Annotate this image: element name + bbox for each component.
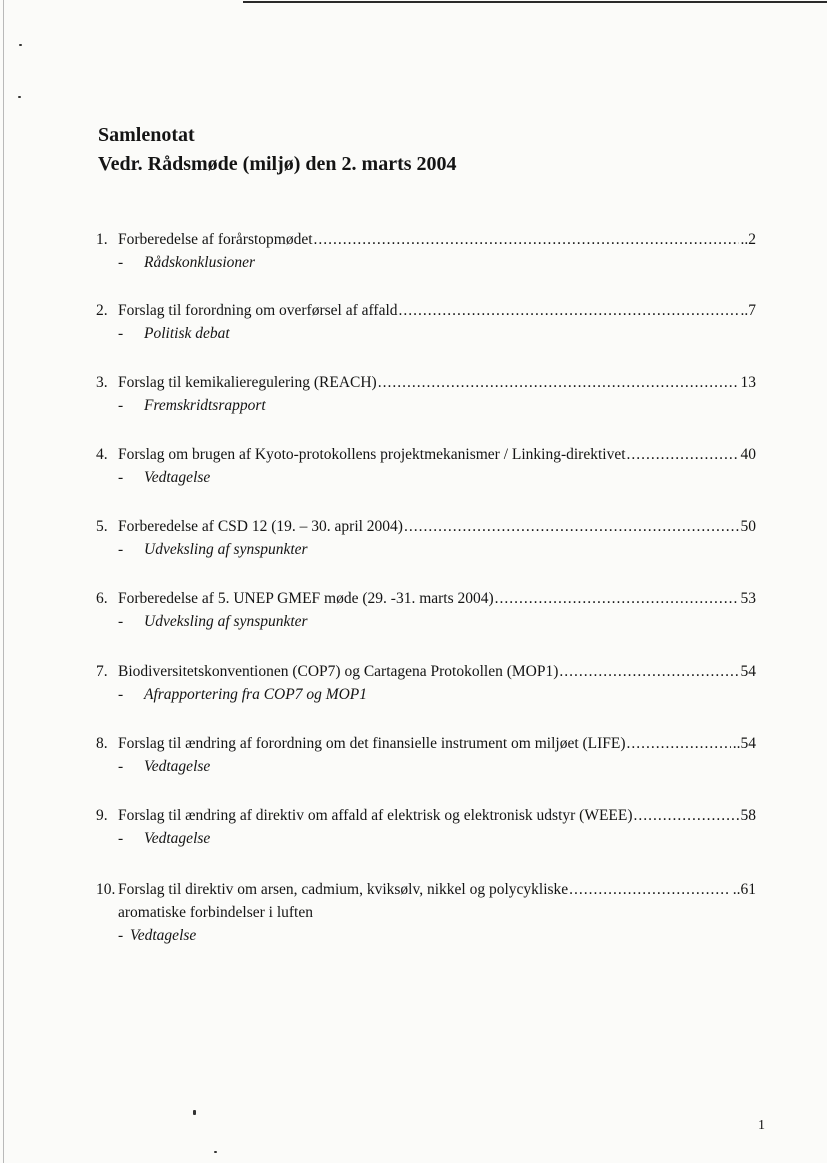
toc-item-sub: Udveksling af synspunkter (144, 541, 308, 558)
toc-item-number: 5. (96, 518, 108, 535)
toc-item-text: Forberedelse af 5. UNEP GMEF møde (29. -31. marts 2004) (118, 590, 494, 607)
toc-item-number: 10. (96, 881, 116, 898)
toc-item: 4. Forslag om brugen af Kyoto-protokollens projektmekanismer / Linking-direktivet ..... 40 - Vedtagelse (96, 443, 756, 489)
scan-speck (193, 1110, 196, 1115)
leader-dots (495, 587, 739, 610)
toc-item-text: Forslag til forordning om overførsel af affald (118, 302, 398, 319)
toc-item: 6. Forberedelse af 5. UNEP GMEF møde (29. -31. marts 2004) ..... 53 - Udveksling af synspunkter (96, 587, 756, 633)
leader-dots (399, 299, 739, 322)
toc-item-sub: Rådskonklusioner (144, 254, 256, 271)
toc-item-page: ..54 (732, 735, 756, 752)
scan-speck (18, 96, 21, 98)
toc-item-number: 2. (96, 302, 108, 319)
toc-item-text: Forslag til ændring af direktiv om affald af elektrisk og elektronisk udstyr (WEEE) (118, 807, 633, 824)
toc-item-text: Forslag til ændring af forordning om det finansielle instrument om miljøet (LIFE) (118, 735, 626, 752)
page-number: 1 (758, 1118, 765, 1133)
top-scan-rule (243, 1, 827, 3)
toc-item-number: 7. (96, 663, 108, 680)
toc-item-number: 4. (96, 446, 108, 463)
toc-item-text: Forberedelse af forårstopmødet (118, 231, 313, 248)
toc-item-sub: Afrapportering fra COP7 og MOP1 (144, 686, 368, 703)
toc-item-page: 58 (740, 807, 756, 824)
leader-dots (569, 878, 731, 901)
toc-item: 5. Forberedelse af CSD 12 (19. – 30. april 2004) ..... 50 - Udveksling af synspunkter (96, 515, 756, 561)
toc-item-text: Forslag til kemikalieregulering (REACH) (118, 374, 377, 391)
toc-item-sub: Udveksling af synspunkter (144, 613, 308, 630)
leader-dots (378, 371, 739, 394)
toc-item: 1. Forberedelse af forårstopmødet ..... ..2 - Rådskonklusioner (96, 228, 756, 274)
toc-item: 10. Forslag til direktiv om arsen, cadmium, kviksølv, nikkel og polycykliske ..... ..61 aromatiske forbindelser i luften - Vedtagelse (96, 878, 756, 947)
toc-item-page: ..7 (740, 302, 756, 319)
leader-dots (559, 660, 738, 683)
toc-item-number: 3. (96, 374, 108, 391)
toc-item: 3. Forslag til kemikalieregulering (REACH) ..... 13 - Fremskridtsrapport (96, 371, 756, 417)
toc-item-number: 9. (96, 807, 108, 824)
toc-item-continuation: aromatiske forbindelser i luften (118, 904, 313, 921)
leader-dots (314, 228, 739, 251)
scan-speck (19, 44, 22, 46)
document-subtitle: Vedr. Rådsmøde (miljø) den 2. marts 2004 (98, 153, 457, 175)
toc-item-page: 50 (740, 518, 756, 535)
leader-dots (634, 804, 739, 827)
toc-item-page: 54 (740, 663, 756, 680)
toc-item: 7. Biodiversitetskonventionen (COP7) og Cartagena Protokollen (MOP1) ..... 54 - Afrapportering fra COP7 og MOP1 (96, 660, 756, 706)
toc-item-page: 53 (740, 590, 756, 607)
toc-item-sub: Fremskridtsrapport (144, 397, 266, 414)
toc-item-text: Forslag til direktiv om arsen, cadmium, kviksølv, nikkel og polycykliske (118, 881, 569, 898)
toc-item-page: 13 (740, 374, 756, 391)
toc-item: 8. Forslag til ændring af forordning om det finansielle instrument om miljøet (LIFE) ..... ..54 - Vedtagelse (96, 732, 756, 778)
toc-item-sub: Politisk debat (144, 325, 230, 342)
toc-item: 2. Forslag til forordning om overførsel af affald ..... ..7 - Politisk debat (96, 299, 756, 345)
toc-item-number: 6. (96, 590, 108, 607)
toc-item-sub: Vedtagelse (144, 758, 211, 775)
toc-item-text: Forslag om brugen af Kyoto-protokollens projektmekanismer / Linking-direktivet (118, 446, 626, 463)
toc-item-number: 1. (96, 231, 108, 248)
leader-dots (627, 732, 731, 755)
toc-item-sub: Vedtagelse (144, 830, 211, 847)
toc-item-sub: Vedtagelse (130, 927, 197, 944)
left-scan-edge (3, 0, 4, 1163)
toc-item-text: Forberedelse af CSD 12 (19. – 30. april 2004) (118, 518, 403, 535)
toc-item-number: 8. (96, 735, 108, 752)
document-title: Samlenotat (98, 124, 195, 146)
leader-dots (627, 443, 739, 466)
scan-speck (214, 1151, 217, 1153)
toc-item: 9. Forslag til ændring af direktiv om affald af elektrisk og elektronisk udstyr (WEEE) ..... 58 - Vedtagelse (96, 804, 756, 850)
toc-item-sub: Vedtagelse (144, 469, 211, 486)
toc-item-page: ..61 (732, 881, 756, 898)
toc-item-page: ..2 (740, 231, 756, 248)
leader-dots (404, 515, 739, 538)
toc-item-page: 40 (740, 446, 756, 463)
toc-item-text: Biodiversitetskonventionen (COP7) og Cartagena Protokollen (MOP1) (118, 663, 559, 680)
